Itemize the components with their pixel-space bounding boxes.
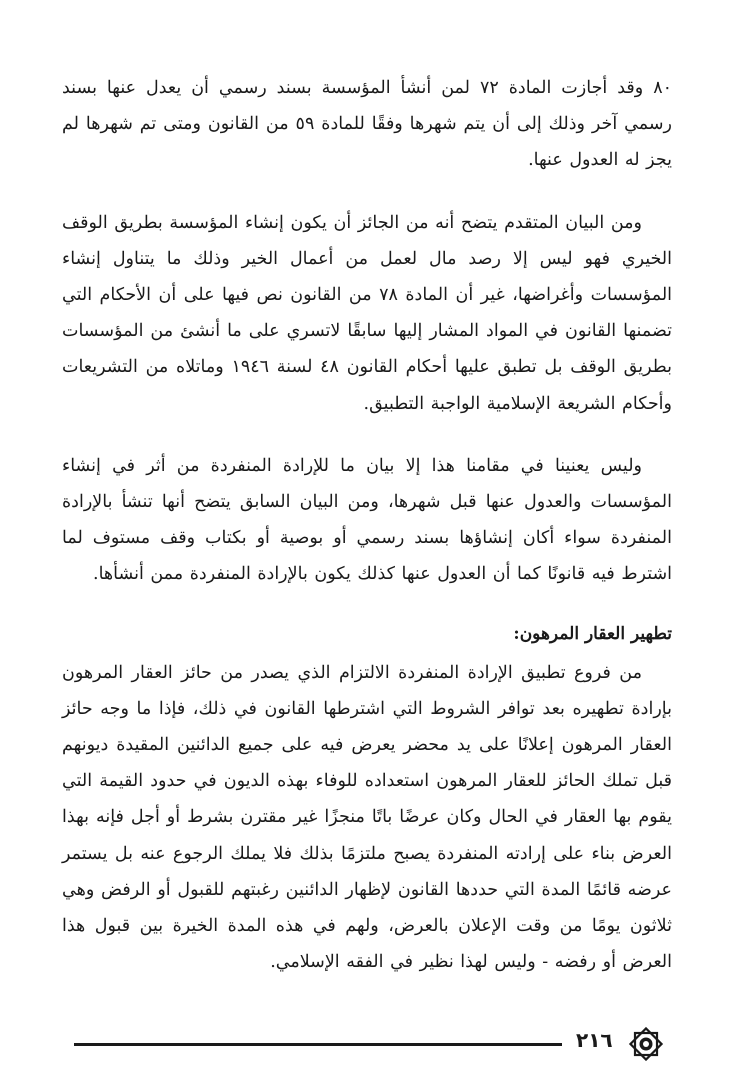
page-body — [62, 70, 672, 1006]
section-heading: تطهير العقار المرهون: — [513, 623, 672, 644]
paragraph-3: وليس يعنينا في مقامنا هذا إلا بيان ما للإرادة المنفردة من أثر في إنشاء المؤسسات والعدول عنها قبل شهرها، ومن البيان السابق يتضح أنها تنشأ بالإرادة المنفردة سواء أكان إنشاؤها بسند رسمي أو بوصية أو بكتاب وقف مستوف لما اشترط فيه قانونًا كما أن العدول عنها كذلك يكون بالإرادة المنفردة ممن أنشأها. — [62, 455, 672, 585]
eight-point-star-ornament-icon — [626, 1024, 666, 1064]
paragraph-2: ومن البيان المتقدم يتضح أنه من الجائز أن يكون إنشاء المؤسسة بطريق الوقف الخيري فهو ليس إلا رصد مال لعمل من أعمال الخير وذلك ما يتناول إنشاء المؤسسات وأغراضها، غير أن المادة ٧٨ من القانون نص فيها على أن الأحكام التي تضمنها القانون في المواد المشار إليها سابقًا لاتسري على ما أنشئ من المؤسسات بطريق الوقف بل تطبق عليها أحكام القانون ٤٨ لسنة ١٩٤٦ وماتلاه من التشريعات وأحكام الشريعة الإسلامية الواجبة التطبيق. — [62, 212, 673, 414]
page-footer — [74, 1024, 674, 1064]
page-number: ٢١٦ — [576, 1028, 613, 1052]
footer-rule — [74, 1043, 562, 1046]
paragraph-1: ٨٠ وقد أجازت المادة ٧٢ لمن أنشأ المؤسسة بسند رسمي أن يعدل عنها بسند رسمي آخر وذلك إلى أن يتم شهرها وفقًا للمادة ٥٩ من القانون ومتى تم شهرها لم يجز له العدول عنها. — [62, 78, 672, 171]
paragraph-4: من فروع تطبيق الإرادة المنفردة الالتزام الذي يصدر من حائز العقار المرهون بإرادة تطهيره بعد توافر الشروط التي اشترطها القانون في ذلك، فإذا ما وجه حائز العقار المرهون إعلانًا على يد محضر يعرض فيه على جميع الدائنين المقيدة ديونهم قبل تملك الحائز للعقار المرهون استعداده للوفاء بهذه الديون في حدود القيمة التي يقوم بها العقار في الحال وكان عرضًا باتًا منجزًا غير مقترن بشرط أو أجل فإنه بهذا العرض بناء على إرادته المنفردة يصبح ملتزمًا بذلك فلا يملك الرجوع عنه بل يستمر عرضه قائمًا المدة التي حددها القانون لإظهار الدائنين رغبتهم للقبول أو الرفض وهي ثلاثون يومًا من وقت الإعلان بالعرض، ولهم في هذه المدة الخيرة بين قبول هذا العرض أو رفضه - وليس لهذا نظير في الفقه الإسلامي. — [62, 662, 672, 973]
